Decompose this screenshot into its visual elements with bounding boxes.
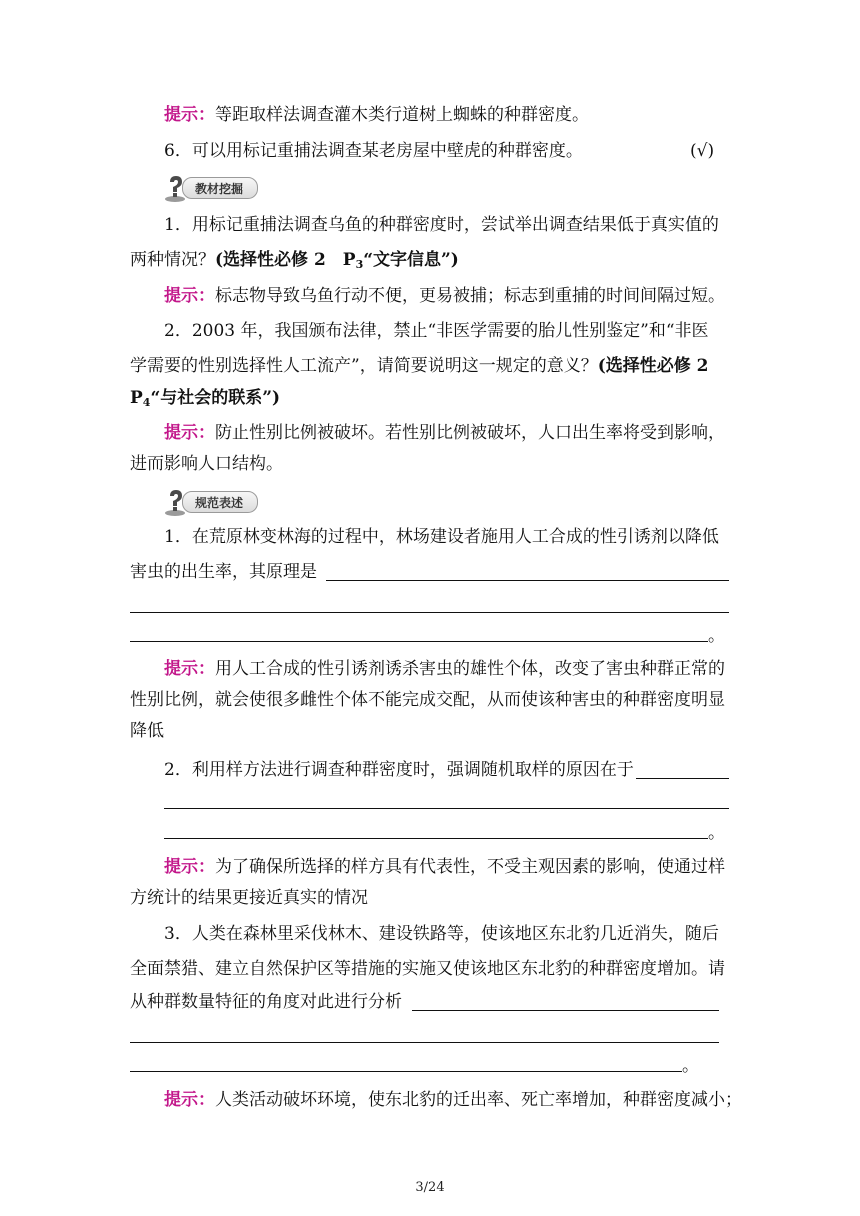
question-text: 2．2003 年，我国颁布法律，禁止“非医学需要的胎儿性别鉴定”和“非医 xyxy=(164,321,709,341)
hint-label: 提示： xyxy=(164,105,215,125)
section-badge-standard xyxy=(162,487,258,517)
question-text: 两种情况？(选择性必修 2 $P_3“$文字信息”) xyxy=(130,250,459,271)
question-6: 6．可以用标记重捕法调查某老房屋中壁虎的种群密度。 xyxy=(164,141,583,161)
question-bulb-icon xyxy=(162,487,188,517)
hint-line xyxy=(164,103,764,127)
answer-blank[interactable] xyxy=(164,808,729,809)
answer-blank[interactable] xyxy=(326,580,729,581)
page-number: 3/24 xyxy=(415,1180,445,1195)
question-bulb-icon xyxy=(162,173,188,203)
hint-line: 性别比例，就会使很多雌性个体不能完成交配，从而使该种害虫的种群密度明显 xyxy=(130,690,725,710)
answer-blank[interactable] xyxy=(164,838,708,839)
section-badge-label: 教材挖掘 xyxy=(182,177,258,199)
answer-blank[interactable] xyxy=(130,1042,719,1043)
answer-blank[interactable] xyxy=(636,778,729,779)
question-text: 1．在荒原林变林海的过程中，林场建设者施用人工合成的性引诱剂以降低 xyxy=(164,527,719,547)
question-text: 1．用标记重捕法调查乌鱼的种群密度时，尝试举出调查结果低于真实值的 xyxy=(164,215,719,235)
hint-line: 提示：防止性别比例被破坏。若性别比例被破坏，人口出生率将受到影响， xyxy=(164,423,725,443)
hint-line: 降低 xyxy=(130,721,164,741)
hint-line: 方统计的结果更接近真实的情况 xyxy=(130,888,368,908)
question-text: 全面禁猎、建立自然保护区等措施的实施又使该地区东北豹的种群密度增加。请 xyxy=(130,959,725,979)
hint-text: 等距取样法调查灌木类行道树上蜘蛛的种群密度。 xyxy=(215,105,589,125)
period: 。 xyxy=(682,1056,699,1076)
section-badge-textbook xyxy=(162,173,258,203)
question-text: 2．利用样方法进行调查种群密度时，强调随机取样的原因在于 xyxy=(164,760,634,780)
period: 。 xyxy=(708,823,725,843)
hint-line: 提示：用人工合成的性引诱剂诱杀害虫的雄性个体，改变了害虫种群正常的 xyxy=(164,659,725,679)
question-text: 学需要的性别选择性人工流产”，请简要说明这一规定的意义？(选择性必修 2 xyxy=(130,356,709,376)
question-text: 害虫的出生率，其原理是 xyxy=(130,562,317,582)
answer-blank[interactable] xyxy=(130,1071,682,1072)
hint-line: 进而影响人口结构。 xyxy=(130,454,283,474)
answer-blank[interactable] xyxy=(130,612,729,613)
hint-line: 提示：标志物导致乌鱼行动不便，更易被捕；标志到重捕的时间间隔过短。 xyxy=(164,286,725,306)
question-text: 3．人类在森林里采伐林木、建设铁路等，使该地区东北豹几近消失，随后 xyxy=(164,924,719,944)
answer-blank[interactable] xyxy=(412,1010,719,1011)
hint-line: 提示：人类活动破坏环境，使东北豹的迁出率、死亡率增加，种群密度减小； xyxy=(164,1090,742,1110)
question-text: $P_4“$与社会的联系”) xyxy=(130,388,281,409)
hint-line: 提示：为了确保所选择的样方具有代表性，不受主观因素的影响，使通过样 xyxy=(164,857,725,877)
answer-mark: (√) xyxy=(690,141,715,161)
question-text: 从种群数量特征的角度对此进行分析 xyxy=(130,992,402,1012)
section-badge-label: 规范表述 xyxy=(182,491,258,513)
period: 。 xyxy=(708,626,725,646)
answer-blank[interactable] xyxy=(130,641,708,642)
